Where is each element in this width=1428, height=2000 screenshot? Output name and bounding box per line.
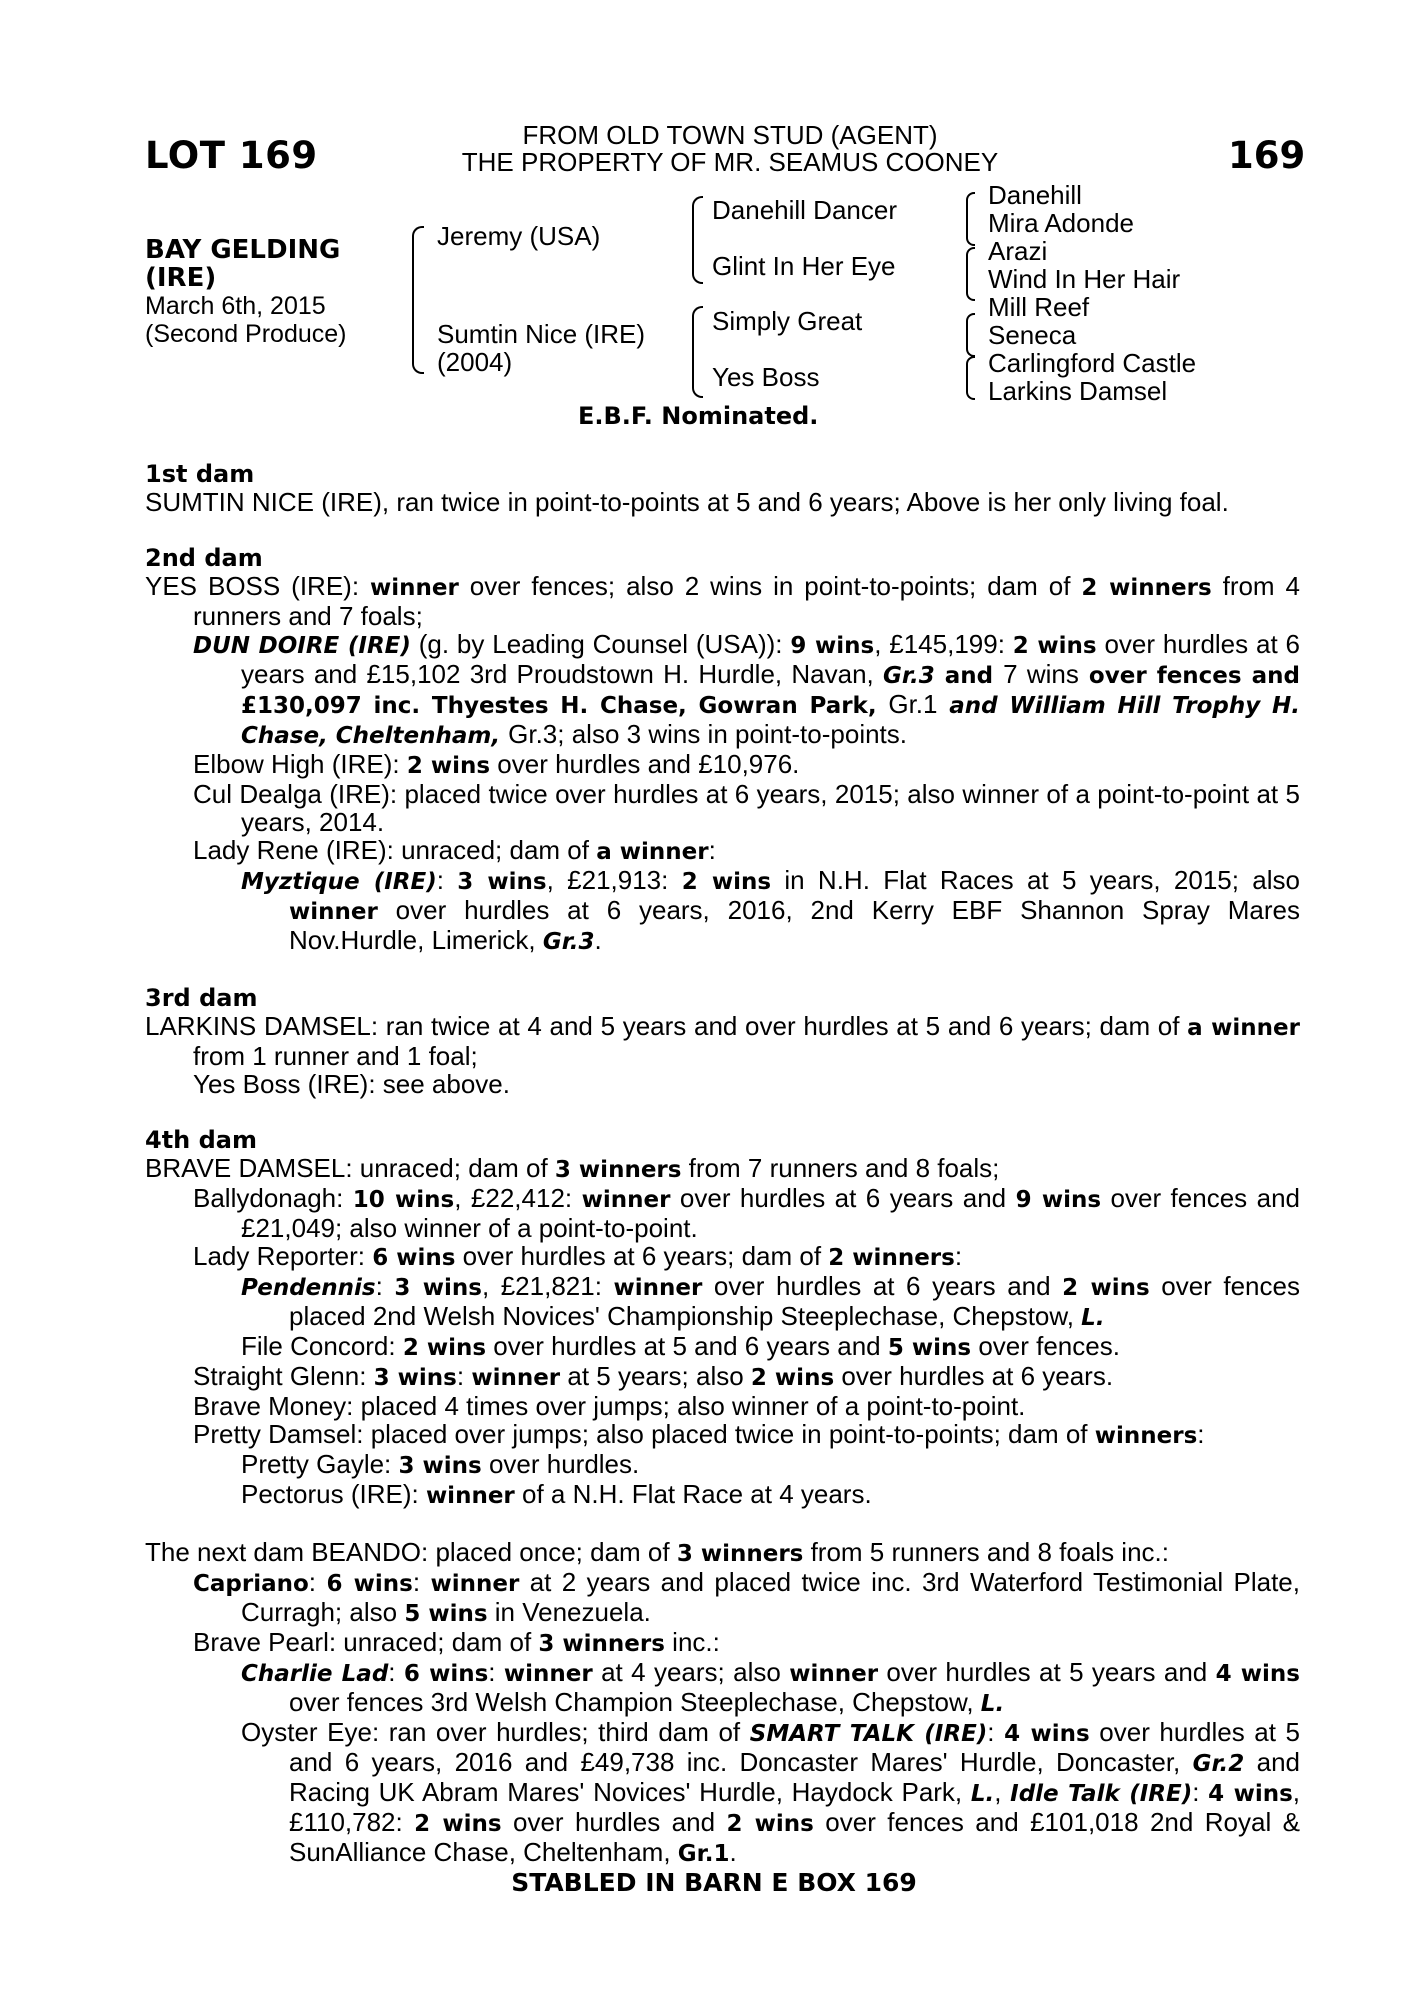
text-run: , £145,199: (874, 629, 1013, 659)
bold-text: winner (289, 899, 378, 925)
lot-label: LOT 169 (145, 134, 318, 177)
heading-second-dam: 2nd dam (145, 544, 263, 572)
section-first-dam (145, 460, 1300, 516)
race-grade: L. (980, 1691, 1005, 1717)
bold-text: 2 winners (828, 1245, 955, 1271)
horse-description (145, 236, 347, 348)
stabled-location: STABLED IN BARN E BOX 169 (511, 1868, 917, 1897)
section-next-dam (145, 1538, 1300, 1868)
text-run: over fences placed 2nd Welsh Novices' Championship Steeplechase, Chepstow, (289, 1271, 1300, 1331)
pedigree-g3-1: Danehill (988, 180, 1082, 210)
text-run: Pretty Damsel: placed over jumps; also placed twice in point-to-points; dam of (193, 1419, 1095, 1449)
text-run: . (729, 1837, 737, 1867)
text-run: over hurdles at 6 years, 2016, 2nd Kerry EBF Shannon Spray Mares Nov.Hurdle, Limerick, (289, 895, 1300, 955)
produce-cul-dealga: Cul Dealga (IRE): placed twice over hurdles at 6 years, 2015; also winner of a point-to-point at 5 years, 2014. (193, 779, 1300, 837)
text-run: : (1192, 1777, 1209, 1807)
text-run: (g. by Leading Counsel (USA)): (410, 629, 791, 659)
race-grade: L. (970, 1781, 995, 1807)
produce-myztique (145, 866, 1300, 956)
third-dam-text (145, 1012, 1300, 1070)
horse-country: (IRE) (145, 263, 217, 293)
bold-text: 2 wins (726, 1811, 814, 1837)
text-run: from 4 runners and 7 foals; (193, 571, 1300, 631)
race-grade: Idle Talk (IRE) (1010, 1781, 1193, 1807)
text-run: over hurdles at 6 years and (670, 1183, 1016, 1213)
bold-text: 9 wins (790, 633, 875, 659)
text-run: Pectorus (IRE): (241, 1479, 426, 1509)
text-run: over hurdles and £10,976. (490, 749, 800, 779)
text-run: over fences; also 2 wins in point-to-points; dam of (458, 571, 1082, 601)
text-run: in N.H. Flat Races at 5 years, 2015; also (771, 865, 1300, 895)
text-run: over hurdles at 5 years and (878, 1657, 1216, 1687)
text-run: ; also 3 wins in point-to-points. (557, 719, 907, 749)
bold-text: winner (789, 1661, 879, 1687)
produce-lady-reporter (145, 1242, 1300, 1272)
pedigree-brace-dam (692, 306, 703, 398)
bold-text: 2 wins (414, 1811, 502, 1837)
section-fourth-dam (145, 1126, 1300, 1510)
produce-oyster-eye (145, 1718, 1300, 1868)
text-run: : (436, 865, 458, 895)
bold-text: winner (425, 1483, 515, 1509)
bold-text: 3 winners (676, 1541, 804, 1567)
text-run: over fences and £101,018 2nd Royal & SunAlliance Chase, Cheltenham, (289, 1807, 1300, 1867)
produce-pectorus (145, 1480, 1300, 1510)
pedigree-sire: Jeremy (USA) (437, 221, 601, 251)
text-run: YES BOSS (IRE): (145, 571, 371, 601)
bold-text: 3 wins (373, 1365, 457, 1391)
bold-text: winner (430, 1571, 520, 1597)
text-run: over fences and £21,049; also winner of a point-to-point. (241, 1183, 1300, 1243)
heading-first-dam: 1st dam (145, 460, 255, 488)
text-run: over hurdles at 6 years and (702, 1271, 1063, 1301)
text-run: : (488, 1657, 504, 1687)
bold-text: winner (503, 1661, 593, 1687)
horse-type: BAY GELDING (145, 235, 341, 265)
text-run: Lady Rene (IRE): unraced; dam of (193, 835, 597, 865)
pedigree-g3-8: Larkins Damsel (988, 376, 1168, 406)
text-run: : (456, 1361, 472, 1391)
text-run: from 1 runner and 1 foal; (193, 1041, 478, 1071)
text-run: , £22,412: (454, 1183, 582, 1213)
text-run: over hurdles at 6 years. (834, 1361, 1114, 1391)
pedigree-brace-sire (692, 196, 703, 284)
bold-text: 10 wins (352, 1187, 455, 1213)
produce-pretty-damsel (145, 1420, 1300, 1450)
pedigree-dam: Sumtin Nice (IRE) (437, 319, 646, 349)
heading-fourth-dam: 4th dam (145, 1126, 257, 1154)
horse-name: Charlie Lad (241, 1661, 389, 1687)
produce-brave-money: Brave Money: placed 4 times over jumps; also winner of a point-to-point. (193, 1391, 1026, 1421)
text-run: , £21,913: (546, 865, 682, 895)
bold-text: a winner (1187, 1015, 1300, 1041)
text-run: at 4 years; also (592, 1657, 790, 1687)
bold-text: 3 winners (554, 1157, 682, 1183)
produce-file-concord (145, 1332, 1300, 1362)
text-run: : (412, 1567, 431, 1597)
produce-lady-rene (145, 836, 1300, 866)
vendor-line-2: THE PROPERTY OF MR. SEAMUS COONEY (461, 147, 999, 177)
produce-dun-doire (145, 630, 1300, 750)
vendor-line-1: FROM OLD TOWN STUD (AGENT) (522, 120, 938, 150)
bold-text: over fences and £130,097 inc. Thyestes H. Chase, Gowran Park, (241, 663, 1300, 719)
text-run: from 7 runners and 8 foals; (681, 1153, 1000, 1183)
bold-text: 3 wins (457, 869, 547, 895)
bold-text: 3 winners (538, 1631, 665, 1657)
horse-name: SMART TALK (IRE) (749, 1721, 988, 1747)
pedigree-g3-4: Wind In Her Hair (988, 264, 1181, 294)
text-run: over hurdles and (501, 1807, 727, 1837)
pedigree-g3-3: Arazi (988, 236, 1048, 266)
bold-text: and (934, 663, 1004, 689)
text-run: over hurdles at 5 and 6 years and (486, 1331, 888, 1361)
text-run: over hurdles at 6 years and £15,102 3rd Proudstown H. Hurdle, Navan, (241, 629, 1300, 689)
text-run: : (388, 1657, 404, 1687)
pedigree-dam-year: (2004) (437, 347, 513, 377)
pedigree-sire-dam: Glint In Her Eye (712, 251, 896, 281)
bold-text: 4 wins (1004, 1721, 1090, 1747)
text-run: File Concord: (241, 1331, 403, 1361)
text-run: BRAVE DAMSEL: unraced; dam of (145, 1153, 555, 1183)
lot-number: 169 (1228, 134, 1306, 177)
race-grade: Gr.2 (1192, 1751, 1245, 1777)
first-dam-text: SUMTIN NICE (IRE), ran twice in point-to-points at 5 and 6 years; Above is her only living foal. (145, 487, 1229, 517)
bold-text: winner (581, 1187, 671, 1213)
produce-straight-glenn (145, 1362, 1300, 1392)
produce-pretty-gayle (145, 1450, 1300, 1480)
produce-pendennis (145, 1272, 1300, 1332)
text-run: and Racing UK Abram Mares' Novices' Hurdle, Haydock Park, (289, 1747, 1300, 1807)
bold-text: 5 wins (887, 1335, 972, 1361)
bold-text: 2 wins (681, 869, 772, 895)
vendor-header (420, 122, 1040, 176)
text-run: : (375, 1271, 395, 1301)
bold-text: Capriano (193, 1571, 309, 1597)
heading-third-dam: 3rd dam (145, 984, 258, 1012)
text-run: : (987, 1717, 1005, 1747)
bold-text: 2 wins (1062, 1275, 1150, 1301)
text-run: in Venezuela. (487, 1597, 651, 1627)
pedigree-sire-sire: Danehill Dancer (712, 195, 897, 225)
section-third-dam (145, 984, 1300, 1098)
text-run: Brave Pearl: unraced; dam of (193, 1627, 539, 1657)
race-grade: Gr.3 (883, 663, 935, 689)
text-run: The next dam BEANDO: placed once; dam of (145, 1537, 677, 1567)
bold-text: winner (613, 1275, 703, 1301)
horse-name: Pendennis (241, 1275, 376, 1301)
pedigree-g3-2: Mira Adonde (988, 208, 1134, 238)
pedigree-brace-main (412, 226, 424, 374)
text-run: , (994, 1777, 1011, 1807)
horse-name: Myztique (IRE) (241, 869, 437, 895)
pedigree-brace-g3-4 (966, 356, 975, 400)
text-run: at 5 years; also (560, 1361, 751, 1391)
text-run: Straight Glenn: (193, 1361, 374, 1391)
race-grade: L. (1081, 1305, 1105, 1331)
text-run: over hurdles. (481, 1449, 640, 1479)
text-run: : (308, 1567, 327, 1597)
bold-text: winner (370, 575, 459, 601)
catalogue-body (145, 460, 1300, 1896)
bold-text: 9 wins (1015, 1187, 1102, 1213)
text-run: Gr.1 (888, 689, 938, 719)
bold-text: 2 winners (1081, 575, 1212, 601)
pedigree-brace-g3-1 (966, 192, 975, 246)
bold-text: 2 wins (750, 1365, 835, 1391)
horse-name: DUN DOIRE (IRE) (193, 633, 411, 659)
bold-text: winners (1094, 1423, 1198, 1449)
bold-text: 4 wins (1215, 1661, 1300, 1687)
text-run: . (594, 925, 602, 955)
fourth-dam-text (145, 1154, 1300, 1184)
pedigree-g3-5: Mill Reef (988, 292, 1090, 322)
text-run: over hurdles at 5 and 6 years, 2016 and £49,738 inc. Doncaster Mares' Hurdle, Doncaster, (289, 1717, 1301, 1777)
bold-text: 3 wins (398, 1453, 482, 1479)
bold-text: a winner (596, 839, 709, 865)
pedigree-brace-g3-2 (966, 247, 975, 301)
pedigree-brace-g3-3 (966, 313, 975, 357)
produce-brave-pearl (145, 1628, 1300, 1658)
bold-text: Gr.1 (677, 1841, 730, 1867)
race-grade: Gr.3 (542, 929, 595, 955)
produce-ballydonagh (145, 1184, 1300, 1242)
text-run: at 2 years and placed twice inc. 3rd Waterford Testimonial Plate, Curragh; also (241, 1567, 1300, 1627)
pedigree-dam-sire: Simply Great (712, 306, 863, 336)
ebf-nominated: E.B.F. Nominated. (578, 402, 819, 430)
text-run: Lady Reporter: (193, 1241, 373, 1271)
text-run: 7 wins (1003, 659, 1079, 689)
text-run: inc.: (664, 1627, 720, 1657)
text-run: , £110,782: (289, 1777, 1301, 1837)
pedigree-g3-7: Carlingford Castle (988, 348, 1197, 378)
text-run: : (954, 1241, 963, 1271)
bold-text: 6 wins (403, 1661, 489, 1687)
horse-dob: March 6th, 2015 (145, 292, 326, 320)
produce-capriano (145, 1568, 1300, 1628)
bold-text: 2 wins (406, 753, 491, 779)
text-run: : (1197, 1419, 1205, 1449)
bold-text: winner (471, 1365, 561, 1391)
text-run: , £21,821: (481, 1271, 614, 1301)
text-run: Pretty Gayle: (241, 1449, 399, 1479)
text-run: Gr.3 (508, 719, 558, 749)
text-run: over fences. (971, 1331, 1120, 1361)
pedigree-dam-dam: Yes Boss (712, 362, 820, 392)
bold-text: 6 wins (326, 1571, 413, 1597)
section-second-dam (145, 544, 1300, 956)
text-run: LARKINS DAMSEL: ran twice at 4 and 5 years and over hurdles at 5 and 6 years; dam of (145, 1011, 1188, 1041)
bold-text: 2 wins (1012, 633, 1097, 659)
horse-produce: (Second Produce) (145, 320, 347, 348)
text-run: from 5 runners and 8 foals inc.: (803, 1537, 1169, 1567)
text-run: over hurdles at 6 years; dam of (455, 1241, 829, 1271)
second-dam-text (145, 572, 1300, 630)
next-dam-text (145, 1538, 1300, 1568)
bold-text: 6 wins (372, 1245, 456, 1271)
text-run: Ballydonagh: (193, 1183, 353, 1213)
bold-text: 4 wins (1208, 1781, 1293, 1807)
produce-yes-boss: Yes Boss (IRE): see above. (193, 1069, 510, 1099)
text-run: Oyster Eye: ran over hurdles; third dam of (241, 1717, 750, 1747)
race-grade: and William Hill Trophy H. Chase, Cheltenham, (241, 693, 1300, 749)
produce-elbow-high (145, 750, 1300, 780)
bold-text: 5 wins (404, 1601, 488, 1627)
text-run: Elbow High (IRE): (193, 749, 407, 779)
text-run: of a N.H. Flat Race at 4 years. (514, 1479, 872, 1509)
text-run: over fences 3rd Welsh Champion Steeplechase, Chepstow, (289, 1687, 981, 1717)
text-run: : (708, 835, 716, 865)
produce-charlie-lad (145, 1658, 1300, 1718)
bold-text: 2 wins (402, 1335, 487, 1361)
bold-text: 3 wins (394, 1275, 482, 1301)
pedigree-g3-6: Seneca (988, 320, 1077, 350)
